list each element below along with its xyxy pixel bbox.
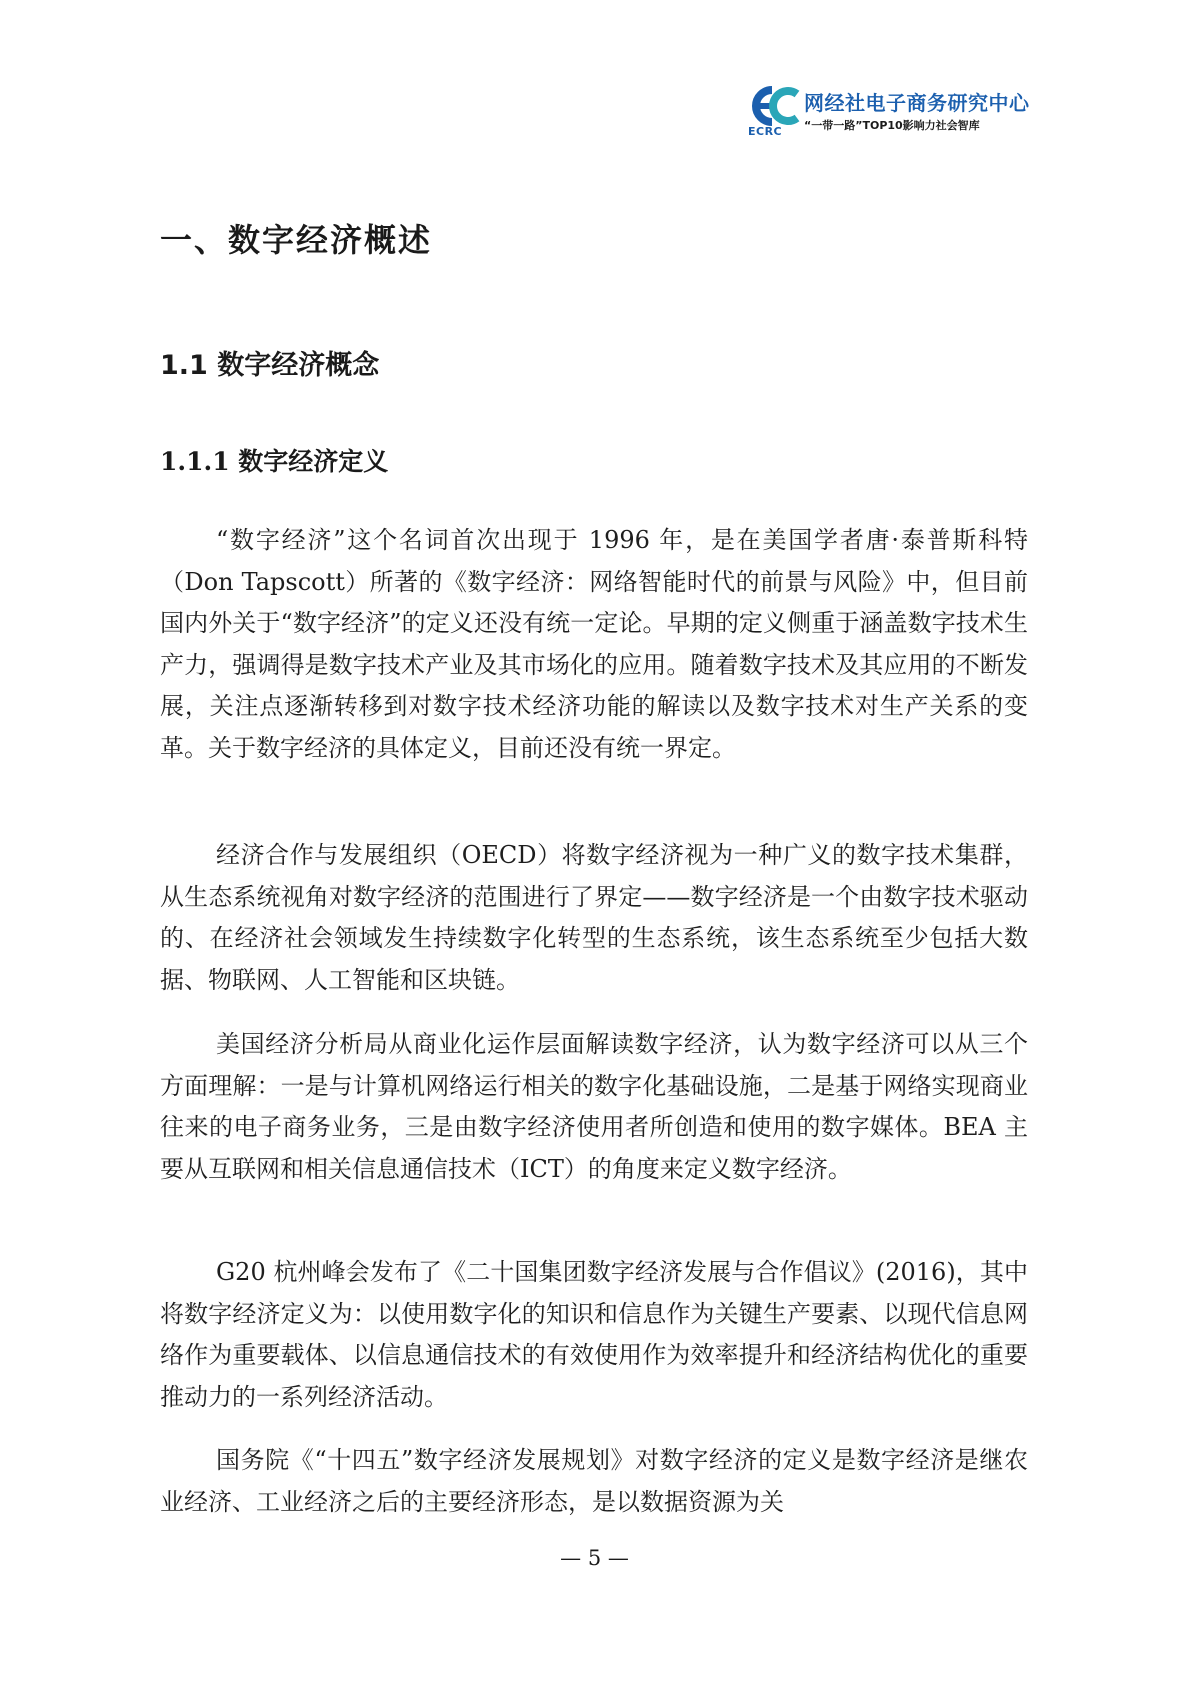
subsection-title: 1.1.1 数字经济定义 (160, 447, 389, 476)
ecrc-logo (748, 84, 1038, 140)
paragraph-bea-definition: 美国经济分析局从商业化运作层面解读数字经济，认为数字经济可以从三个方面理解：一是与计算机网络运行相关的数字化基础设施，二是基于网络实现商业往来的电子商务业务，三是由数字经济使用者所创造和使用的数字媒体。BEA 主要从互联网和相关信息通信技术（ICT）的角度来定义数字经济。 (160, 1030, 1028, 1183)
logo-tagline: “一带一路”TOP10影响力社会智库 (804, 119, 980, 132)
paragraph-state-council-definition: 国务院《“十四五”数字经济发展规划》对数字经济的定义是数字经济是继农业经济、工业经济之后的主要经济形态，是以数据资源为关 (160, 1446, 1028, 1516)
paragraph-g20-definition: G20 杭州峰会发布了《二十国集团数字经济发展与合作倡议》(2016)，其中将数字经济定义为：以使用数字化的知识和信息作为关键生产要素、以现代信息网络作为重要载体、以信息通信技术的有效使用作为效率提升和经济结构优化的重要推动力的一系列经济活动。 (160, 1258, 1028, 1411)
logo-org-name: 网经社电子商务研究中心 (804, 91, 1030, 115)
paragraph-origin-of-term: “数字经济”这个名词首次出现于 1996 年，是在美国学者唐·泰普斯科特（Don Tapscott）所著的《数字经济：网络智能时代的前景与风险》中，但目前国内外关于“数字经济”的定义还没有统一定论。早期的定义侧重于涵盖数字技术生产力，强调得是数字技术产业及其市场化的应用。随着数字技术及其应用的不断发展，关注点逐渐转移到对数字技术经济功能的解读以及数字技术对生产关系的变革。关于数字经济的具体定义，目前还没有统一界定。 (160, 526, 1028, 762)
logo-abbreviation: ECRC (748, 125, 783, 138)
chapter-title: 一、数字经济概述 (160, 221, 433, 259)
page-number: — 5 — (560, 1546, 629, 1570)
section-title: 1.1 数字经济概念 (160, 350, 380, 381)
paragraph-oecd-definition: 经济合作与发展组织（OECD）将数字经济视为一种广义的数字技术集群，从生态系统视角对数字经济的范围进行了界定——数字经济是一个由数字技术驱动的、在经济社会领域发生持续数字化转型的生态系统，该生态系统至少包括大数据、物联网、人工智能和区块链。 (160, 841, 1028, 994)
